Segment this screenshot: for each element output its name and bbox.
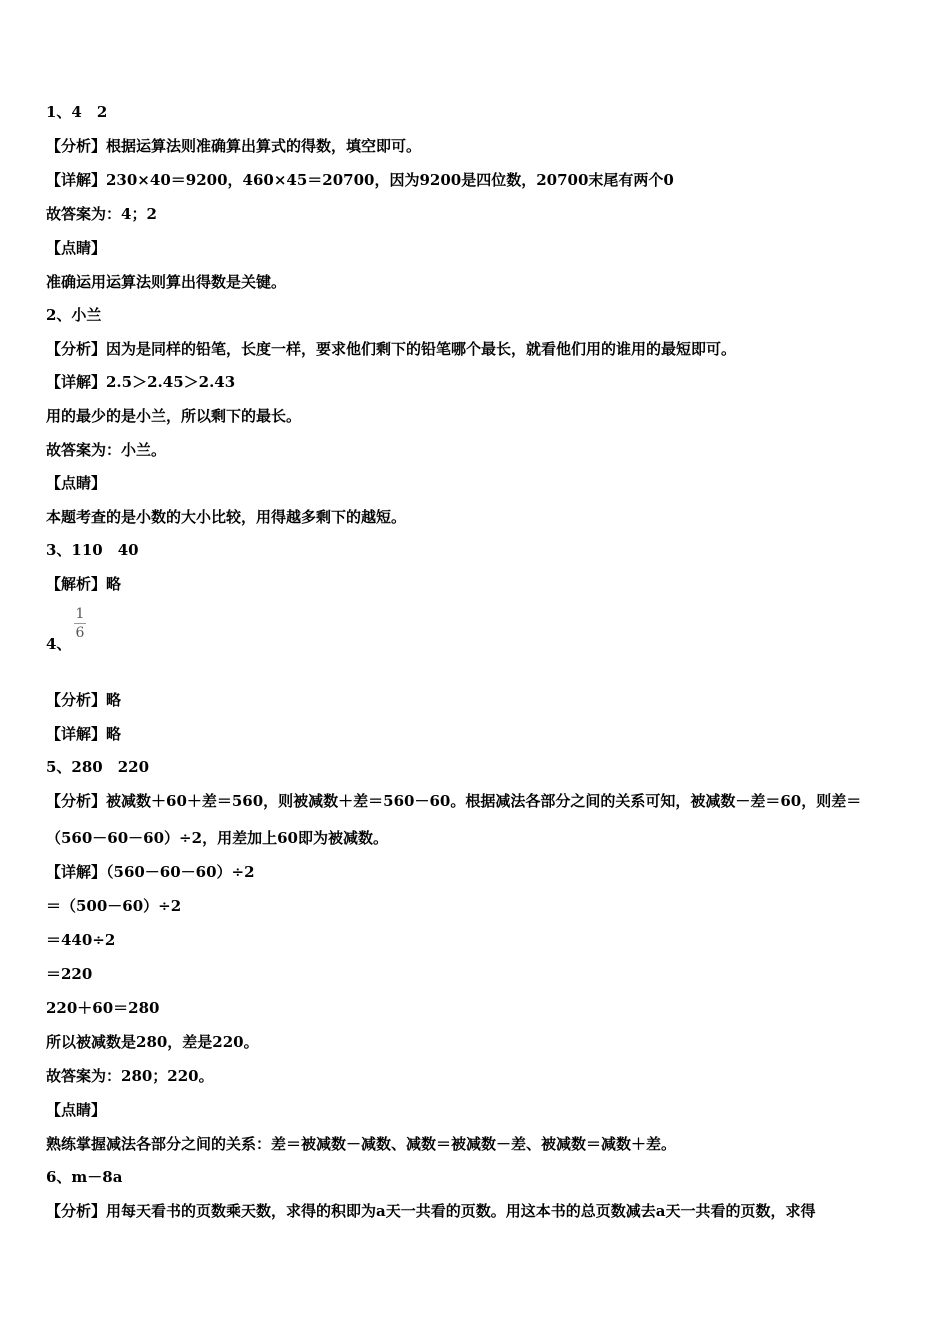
q5-step3: ＝220 xyxy=(46,965,93,983)
q1-conclusion: 故答案为：4；2 xyxy=(46,205,157,223)
q5-conclusion: 故答案为：280；220。 xyxy=(46,1067,214,1085)
q3-answer: 3、110 40 xyxy=(46,541,139,559)
q5-detail: 【详解】（560－60－60）÷2 xyxy=(46,863,255,881)
q1-highlight-text: 准确运用运算法则算出得数是关键。 xyxy=(46,273,287,291)
q4-analysis: 【分析】略 xyxy=(46,691,122,709)
q6-analysis: 【分析】用每天看书的页数乘天数，求得的积即为a天一共看的页数。用这本书的总页数减去a天一共看的页数，求得 xyxy=(46,1202,816,1220)
q2-answer: 2、小兰 xyxy=(46,306,102,324)
q5-result: 所以被减数是280，差是220。 xyxy=(46,1033,259,1051)
q5-analysis-line1: 【分析】被减数＋60＋差＝560，则被减数＋差＝560－60。根据减法各部分之间的关系可知，被减数－差＝60，则差＝ xyxy=(46,792,862,810)
q6-answer: 6、m－8a xyxy=(46,1168,123,1186)
fraction-denominator: 6 xyxy=(75,625,85,641)
fraction-bar xyxy=(74,623,86,624)
q5-step1: ＝（500－60）÷2 xyxy=(46,897,182,915)
q5-answer: 5、280 220 xyxy=(46,758,150,776)
q2-conclusion: 故答案为：小兰。 xyxy=(46,441,167,459)
q4-detail: 【详解】略 xyxy=(46,725,122,743)
q5-step2: ＝440÷2 xyxy=(46,931,116,949)
q5-highlight-label: 【点睛】 xyxy=(46,1101,107,1119)
q5-analysis-line2: （560－60－60）÷2，用差加上60即为被减数。 xyxy=(46,829,388,847)
q4-number: 4、 xyxy=(46,635,72,653)
q5-step4: 220＋60＝280 xyxy=(46,999,160,1017)
q2-analysis: 【分析】因为是同样的铅笔，长度一样，要求他们剩下的铅笔哪个最长，就看他们用的谁用的最短即可。 xyxy=(46,340,737,358)
q1-answer: 1、4 2 xyxy=(46,103,108,121)
q2-highlight-text: 本题考查的是小数的大小比较，用得越多剩下的越短。 xyxy=(46,508,407,526)
q1-highlight-label: 【点睛】 xyxy=(46,239,107,257)
q4-fraction xyxy=(74,606,86,641)
q1-detail: 【详解】230×40＝9200，460×45＝20700，因为9200是四位数，20700末尾有两个0 xyxy=(46,171,674,189)
fraction-numerator: 1 xyxy=(75,606,85,622)
q2-detail-text: 用的最少的是小兰，所以剩下的最长。 xyxy=(46,407,302,425)
q2-detail: 【详解】2.5＞2.45＞2.43 xyxy=(46,373,236,391)
q2-highlight-label: 【点睛】 xyxy=(46,474,107,492)
q1-analysis: 【分析】根据运算法则准确算出算式的得数，填空即可。 xyxy=(46,137,422,155)
q5-highlight-text: 熟练掌握减法各部分之间的关系：差＝被减数－减数、减数＝被减数－差、被减数＝减数＋差。 xyxy=(46,1135,677,1153)
q3-analysis: 【解析】略 xyxy=(46,575,122,593)
